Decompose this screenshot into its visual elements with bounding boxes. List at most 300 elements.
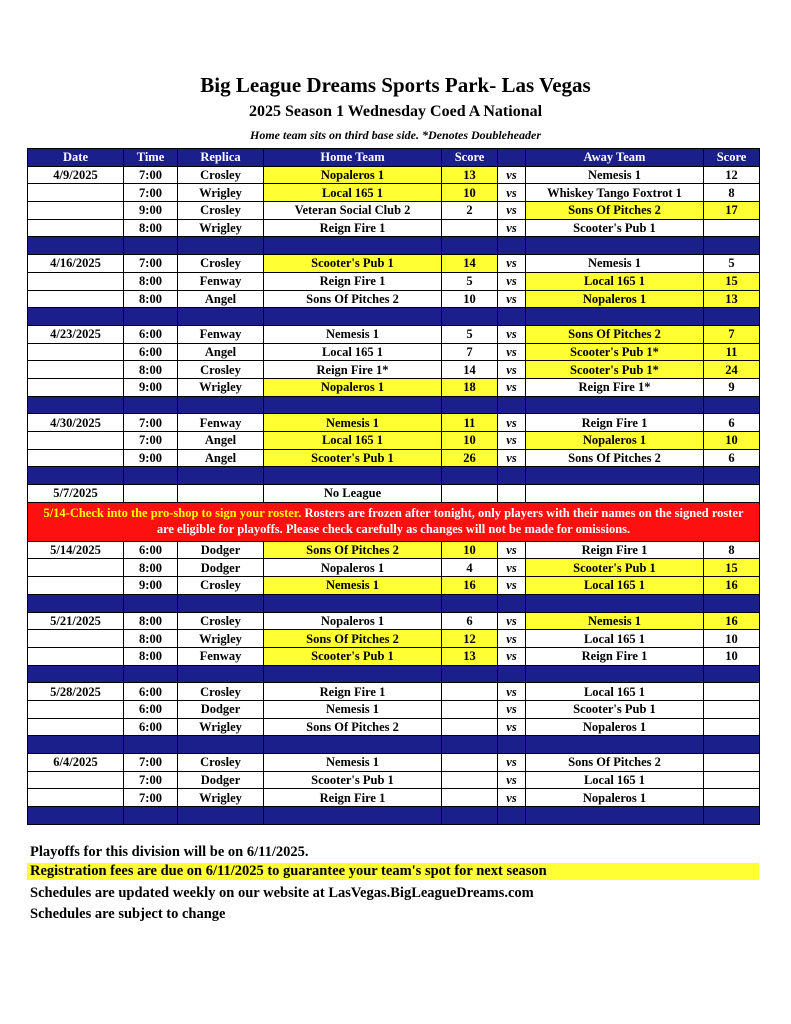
date-cell (28, 202, 124, 220)
separator-cell (526, 308, 704, 326)
table-header-row (28, 149, 760, 167)
separator-cell (28, 237, 124, 255)
home-team-cell: Nopaleros 1 (264, 166, 442, 184)
away-score-cell: 11 (704, 343, 760, 361)
home-team-cell: Local 165 1 (264, 343, 442, 361)
separator-cell (442, 467, 498, 485)
away-team-cell: Nopaleros 1 (526, 432, 704, 450)
home-team-cell: Sons Of Pitches 2 (264, 290, 442, 308)
date-cell (28, 559, 124, 577)
date-cell (28, 378, 124, 396)
home-team-cell: Reign Fire 1* (264, 361, 442, 379)
away-team-cell: Whiskey Tango Foxtrot 1 (526, 184, 704, 202)
separator-cell (124, 807, 178, 825)
playoffs-note: Playoffs for this division will be on 6/11/2025. (30, 844, 309, 860)
separator-cell (178, 807, 264, 825)
replica-cell: Crosley (178, 683, 264, 701)
replica-cell: Wrigley (178, 630, 264, 648)
away-score-cell: 10 (704, 432, 760, 450)
home-team-cell: Sons Of Pitches 2 (264, 541, 442, 559)
game-row (28, 630, 760, 648)
col-home-score: Score (442, 149, 498, 167)
separator-cell (526, 396, 704, 414)
vs-cell (498, 485, 526, 503)
roster-notice-warning: 5/14-Check into the pro-shop to sign your roster. (43, 506, 302, 521)
vs-cell: vs (498, 683, 526, 701)
separator-cell (124, 665, 178, 683)
home-team-cell: Nemesis 1 (264, 325, 442, 343)
vs-cell: vs (498, 325, 526, 343)
date-cell (28, 789, 124, 807)
separator-cell (442, 665, 498, 683)
separator-cell (526, 237, 704, 255)
replica-cell: Fenway (178, 272, 264, 290)
home-team-cell: Scooter's Pub 1 (264, 647, 442, 665)
roster-notice (28, 502, 760, 541)
separator-cell (442, 308, 498, 326)
home-score-cell: 11 (442, 414, 498, 432)
game-row (28, 754, 760, 772)
home-score-cell: 14 (442, 255, 498, 273)
date-cell: 5/21/2025 (28, 612, 124, 630)
game-row (28, 541, 760, 559)
week-separator (28, 308, 760, 326)
time-cell: 7:00 (124, 789, 178, 807)
home-team-cell: Nemesis 1 (264, 414, 442, 432)
game-row (28, 700, 760, 718)
separator-cell (704, 594, 760, 612)
separator-cell (704, 807, 760, 825)
time-cell: 8:00 (124, 290, 178, 308)
home-team-cell: Veteran Social Club 2 (264, 202, 442, 220)
separator-cell (498, 396, 526, 414)
vs-cell: vs (498, 577, 526, 595)
away-score-cell: 16 (704, 612, 760, 630)
time-cell: 8:00 (124, 219, 178, 237)
separator-cell (28, 807, 124, 825)
replica-cell: Wrigley (178, 219, 264, 237)
game-row (28, 255, 760, 273)
away-score-cell: 6 (704, 449, 760, 467)
away-team-cell: Sons Of Pitches 2 (526, 325, 704, 343)
home-score-cell (442, 771, 498, 789)
date-cell (28, 290, 124, 308)
time-cell: 8:00 (124, 612, 178, 630)
replica-cell: Crosley (178, 577, 264, 595)
away-score-cell (704, 485, 760, 503)
time-cell: 7:00 (124, 414, 178, 432)
separator-cell (264, 396, 442, 414)
home-team-cell: No League (264, 485, 442, 503)
time-cell: 8:00 (124, 272, 178, 290)
home-score-cell: 13 (442, 166, 498, 184)
away-team-cell: Scooter's Pub 1* (526, 361, 704, 379)
date-cell: 5/7/2025 (28, 485, 124, 503)
separator-cell (264, 467, 442, 485)
away-team-cell: Sons Of Pitches 2 (526, 202, 704, 220)
game-row (28, 219, 760, 237)
col-away-score: Score (704, 149, 760, 167)
date-cell (28, 432, 124, 450)
vs-cell: vs (498, 290, 526, 308)
replica-cell: Wrigley (178, 184, 264, 202)
date-cell (28, 219, 124, 237)
away-team-cell: Local 165 1 (526, 630, 704, 648)
home-score-cell (442, 485, 498, 503)
game-row (28, 432, 760, 450)
replica-cell: Crosley (178, 361, 264, 379)
date-cell (28, 184, 124, 202)
schedule-body (28, 166, 760, 824)
home-score-cell: 2 (442, 202, 498, 220)
game-row (28, 378, 760, 396)
home-score-cell (442, 718, 498, 736)
time-cell: 8:00 (124, 647, 178, 665)
time-cell: 8:00 (124, 630, 178, 648)
page-subtitle: 2025 Season 1 Wednesday Coed A National (248, 103, 543, 120)
separator-cell (526, 665, 704, 683)
separator-cell (498, 308, 526, 326)
away-score-cell (704, 219, 760, 237)
week-separator (28, 736, 760, 754)
away-score-cell (704, 771, 760, 789)
time-cell: 9:00 (124, 449, 178, 467)
home-team-cell: Nopaleros 1 (264, 378, 442, 396)
date-cell (28, 449, 124, 467)
vs-cell: vs (498, 166, 526, 184)
away-score-cell (704, 789, 760, 807)
away-score-cell: 9 (704, 378, 760, 396)
col-date: Date (28, 149, 124, 167)
replica-cell: Crosley (178, 255, 264, 273)
week-separator (28, 594, 760, 612)
separator-cell (124, 396, 178, 414)
replica-cell: Dodger (178, 700, 264, 718)
game-row (28, 290, 760, 308)
home-score-cell: 7 (442, 343, 498, 361)
away-team-cell: Nopaleros 1 (526, 789, 704, 807)
home-score-cell: 13 (442, 647, 498, 665)
away-score-cell: 16 (704, 577, 760, 595)
separator-cell (704, 665, 760, 683)
separator-cell (498, 807, 526, 825)
time-cell: 6:00 (124, 683, 178, 701)
vs-cell: vs (498, 219, 526, 237)
game-row (28, 789, 760, 807)
vs-cell: vs (498, 718, 526, 736)
separator-cell (498, 665, 526, 683)
date-cell: 4/9/2025 (28, 166, 124, 184)
away-team-cell: Scooter's Pub 1 (526, 700, 704, 718)
vs-cell: vs (498, 541, 526, 559)
home-team-cell: Local 165 1 (264, 184, 442, 202)
home-score-cell: 10 (442, 184, 498, 202)
home-score-cell: 26 (442, 449, 498, 467)
time-cell: 9:00 (124, 378, 178, 396)
home-score-cell (442, 700, 498, 718)
home-team-cell: Nemesis 1 (264, 577, 442, 595)
away-team-cell: Local 165 1 (526, 577, 704, 595)
home-team-cell: Nemesis 1 (264, 754, 442, 772)
separator-cell (28, 467, 124, 485)
replica-cell: Wrigley (178, 378, 264, 396)
separator-cell (178, 665, 264, 683)
vs-cell: vs (498, 754, 526, 772)
home-score-cell: 4 (442, 559, 498, 577)
vs-cell: vs (498, 559, 526, 577)
away-score-cell: 7 (704, 325, 760, 343)
home-score-cell: 12 (442, 630, 498, 648)
time-cell: 9:00 (124, 202, 178, 220)
game-row (28, 166, 760, 184)
separator-cell (264, 237, 442, 255)
date-cell: 4/16/2025 (28, 255, 124, 273)
home-team-cell: Nopaleros 1 (264, 559, 442, 577)
home-score-cell: 6 (442, 612, 498, 630)
vs-cell: vs (498, 343, 526, 361)
away-team-cell: Local 165 1 (526, 683, 704, 701)
separator-cell (178, 308, 264, 326)
home-team-cell: Reign Fire 1 (264, 272, 442, 290)
separator-cell (704, 237, 760, 255)
separator-cell (178, 736, 264, 754)
away-score-cell: 12 (704, 166, 760, 184)
away-score-cell (704, 718, 760, 736)
home-score-cell: 14 (442, 361, 498, 379)
game-row (28, 325, 760, 343)
separator-cell (442, 594, 498, 612)
game-row (28, 414, 760, 432)
home-score-cell: 18 (442, 378, 498, 396)
separator-cell (264, 665, 442, 683)
vs-cell: vs (498, 432, 526, 450)
game-row (28, 683, 760, 701)
separator-cell (442, 736, 498, 754)
game-row (28, 647, 760, 665)
away-team-cell: Scooter's Pub 1 (526, 559, 704, 577)
separator-cell (498, 594, 526, 612)
vs-cell: vs (498, 202, 526, 220)
away-score-cell: 10 (704, 647, 760, 665)
game-row (28, 272, 760, 290)
vs-cell: vs (498, 255, 526, 273)
game-row (28, 718, 760, 736)
vs-cell: vs (498, 449, 526, 467)
time-cell: 8:00 (124, 361, 178, 379)
away-team-cell: Nopaleros 1 (526, 290, 704, 308)
separator-cell (526, 736, 704, 754)
away-team-cell: Nemesis 1 (526, 612, 704, 630)
week-separator (28, 665, 760, 683)
away-team-cell: Scooter's Pub 1* (526, 343, 704, 361)
replica-cell: Wrigley (178, 718, 264, 736)
home-score-cell (442, 683, 498, 701)
away-team-cell: Local 165 1 (526, 771, 704, 789)
game-row (28, 202, 760, 220)
week-separator (28, 467, 760, 485)
away-score-cell: 15 (704, 272, 760, 290)
away-team-cell: Nemesis 1 (526, 166, 704, 184)
registration-note: Registration fees are due on 6/11/2025 to guarantee your team's spot for next season (27, 863, 759, 880)
replica-cell: Crosley (178, 202, 264, 220)
replica-cell: Dodger (178, 771, 264, 789)
home-score-cell: 5 (442, 325, 498, 343)
date-cell: 5/28/2025 (28, 683, 124, 701)
away-team-cell: Nemesis 1 (526, 255, 704, 273)
home-team-cell: Sons Of Pitches 2 (264, 718, 442, 736)
time-cell: 8:00 (124, 559, 178, 577)
away-score-cell (704, 754, 760, 772)
home-team-cell: Nemesis 1 (264, 700, 442, 718)
date-cell (28, 647, 124, 665)
away-score-cell (704, 700, 760, 718)
separator-cell (178, 396, 264, 414)
home-score-cell: 16 (442, 577, 498, 595)
replica-cell: Dodger (178, 559, 264, 577)
date-cell (28, 343, 124, 361)
separator-cell (264, 807, 442, 825)
page-title: Big League Dreams Sports Park- Las Vegas (200, 73, 591, 97)
separator-cell (498, 736, 526, 754)
away-team-cell: Sons Of Pitches 2 (526, 754, 704, 772)
separator-cell (704, 396, 760, 414)
away-score-cell (704, 683, 760, 701)
game-row (28, 577, 760, 595)
date-cell: 4/30/2025 (28, 414, 124, 432)
col-time: Time (124, 149, 178, 167)
home-team-cell: Nopaleros 1 (264, 612, 442, 630)
roster-notice-cell (28, 502, 760, 541)
week-separator (28, 807, 760, 825)
replica-cell: Fenway (178, 647, 264, 665)
away-score-cell: 10 (704, 630, 760, 648)
home-score-cell (442, 754, 498, 772)
replica-cell: Angel (178, 449, 264, 467)
home-team-cell: Reign Fire 1 (264, 683, 442, 701)
time-cell: 7:00 (124, 166, 178, 184)
home-team-cell: Scooter's Pub 1 (264, 771, 442, 789)
vs-cell: vs (498, 414, 526, 432)
website-note: Schedules are updated weekly on our website at LasVegas.BigLeagueDreams.com (30, 885, 534, 901)
vs-cell: vs (498, 612, 526, 630)
vs-cell: vs (498, 378, 526, 396)
date-cell (28, 718, 124, 736)
vs-cell: vs (498, 361, 526, 379)
page-note: Home team sits on third base side. *Denotes Doubleheader (250, 128, 541, 142)
home-score-cell (442, 789, 498, 807)
vs-cell: vs (498, 630, 526, 648)
away-team-cell: Nopaleros 1 (526, 718, 704, 736)
time-cell: 7:00 (124, 255, 178, 273)
away-score-cell: 24 (704, 361, 760, 379)
separator-cell (178, 467, 264, 485)
replica-cell (178, 485, 264, 503)
away-team-cell: Reign Fire 1* (526, 378, 704, 396)
time-cell: 7:00 (124, 754, 178, 772)
home-team-cell: Scooter's Pub 1 (264, 449, 442, 467)
separator-cell (442, 807, 498, 825)
away-score-cell: 17 (704, 202, 760, 220)
time-cell: 6:00 (124, 700, 178, 718)
separator-cell (28, 308, 124, 326)
schedule-table (27, 148, 760, 825)
col-home-team: Home Team (264, 149, 442, 167)
game-row (28, 449, 760, 467)
col-replica: Replica (178, 149, 264, 167)
date-cell (28, 700, 124, 718)
separator-cell (124, 594, 178, 612)
replica-cell: Angel (178, 432, 264, 450)
away-team-cell: Scooter's Pub 1 (526, 219, 704, 237)
separator-cell (264, 594, 442, 612)
home-team-cell: Local 165 1 (264, 432, 442, 450)
replica-cell: Fenway (178, 325, 264, 343)
game-row (28, 343, 760, 361)
home-score-cell (442, 219, 498, 237)
away-team-cell: Local 165 1 (526, 272, 704, 290)
replica-cell: Crosley (178, 166, 264, 184)
game-row (28, 559, 760, 577)
away-score-cell: 15 (704, 559, 760, 577)
col-vs (498, 149, 526, 167)
week-separator (28, 396, 760, 414)
separator-cell (704, 736, 760, 754)
away-team-cell (526, 485, 704, 503)
separator-cell (124, 237, 178, 255)
game-row (28, 361, 760, 379)
date-cell: 6/4/2025 (28, 754, 124, 772)
away-team-cell: Reign Fire 1 (526, 647, 704, 665)
replica-cell: Angel (178, 343, 264, 361)
vs-cell: vs (498, 700, 526, 718)
home-score-cell: 10 (442, 541, 498, 559)
time-cell: 7:00 (124, 771, 178, 789)
date-cell (28, 771, 124, 789)
game-row (28, 485, 760, 503)
vs-cell: vs (498, 789, 526, 807)
vs-cell: vs (498, 272, 526, 290)
separator-cell (526, 807, 704, 825)
time-cell (124, 485, 178, 503)
vs-cell: vs (498, 771, 526, 789)
home-score-cell: 10 (442, 290, 498, 308)
away-team-cell: Reign Fire 1 (526, 541, 704, 559)
time-cell: 6:00 (124, 541, 178, 559)
separator-cell (28, 736, 124, 754)
separator-cell (28, 665, 124, 683)
separator-cell (526, 594, 704, 612)
separator-cell (28, 396, 124, 414)
separator-cell (178, 594, 264, 612)
replica-cell: Crosley (178, 754, 264, 772)
away-team-cell: Sons Of Pitches 2 (526, 449, 704, 467)
home-team-cell: Scooter's Pub 1 (264, 255, 442, 273)
separator-cell (704, 308, 760, 326)
roster-notice-text: Rosters are frozen after tonight, only players with their names on the signed roster are eligible for playoffs. Please check carefully as changes will not be made for omissions. (156, 506, 744, 536)
home-score-cell: 10 (442, 432, 498, 450)
game-row (28, 184, 760, 202)
home-team-cell: Reign Fire 1 (264, 219, 442, 237)
home-team-cell: Sons Of Pitches 2 (264, 630, 442, 648)
time-cell: 6:00 (124, 718, 178, 736)
separator-cell (124, 308, 178, 326)
separator-cell (28, 594, 124, 612)
date-cell: 5/14/2025 (28, 541, 124, 559)
time-cell: 7:00 (124, 432, 178, 450)
separator-cell (264, 308, 442, 326)
date-cell: 4/23/2025 (28, 325, 124, 343)
separator-cell (442, 396, 498, 414)
